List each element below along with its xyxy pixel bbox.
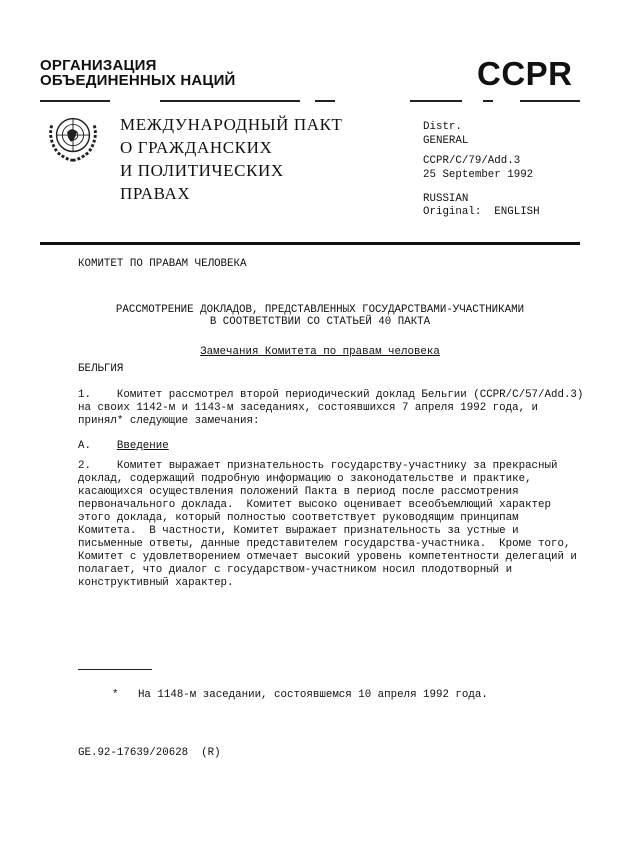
text-line: касающихся осуществления положений Пакта в период после рассмотрения [78,486,519,498]
un-emblem-icon [44,108,102,166]
country-name: БЕЛЬГИЯ [78,363,124,375]
paragraph-2 [78,460,577,590]
header-divider [520,100,580,102]
title-line: МЕЖДУНАРОДНЫЙ ПАКТ [120,115,343,134]
document-symbol: CCPR/C/79/Add.3 [423,155,521,167]
header-divider [160,100,300,102]
text-line: Комитета. В частности, Комитет выражает признательность за устные и [78,525,519,537]
distribution-label: Distr. [423,121,462,133]
text-line: 1. Комитет рассмотрел второй периодический доклад Бельгии (CCPR/C/57/Add.3) [78,389,584,401]
header-divider [315,100,335,102]
footnote-marker: * [112,689,119,701]
text-line: Комитет с удовлетворением отмечает высокий уровень компетентности делегаций и [78,551,577,563]
organization-name [40,58,236,88]
footnote-rule [78,669,152,670]
paragraph-1 [78,389,583,428]
document-language: RUSSIAN [423,193,469,205]
text-line: на своих 1142-м и 1143-м заседаниях, состоявшихся 7 апреля 1992 года, и [78,402,539,414]
heading-line-2: В СООТВЕТСТВИИ СО СТАТЬЕЙ 40 ПАКТА [209,316,431,328]
original-language: Original: ENGLISH [423,206,540,218]
text-line: принял* следующие замечания: [78,415,260,427]
org-line-2: ОБЪЕДИНЕННЫХ НАЦИЙ [40,72,236,89]
text-line: доклад, содержащий подробную информацию о законодательстве и практике, [78,473,532,485]
title-line: О ГРАЖДАНСКИХ [120,138,273,157]
text-line: письменные ответы, данные представителем государства-участника. Кроме того, [78,538,571,550]
section-title: Введение [116,440,169,452]
committee-name: КОМИТЕТ ПО ПРАВАМ ЧЕЛОВЕКА [78,258,247,270]
footnote-text: На 1148-м заседании, состоявшемся 10 апреля 1992 года. [137,689,488,701]
covenant-title [120,113,343,205]
header-divider [483,100,493,102]
text-line: этого доклада, который полностью соответствует руководящим принципам [78,512,519,524]
org-line-1: ОРГАНИЗАЦИЯ [40,57,157,74]
distribution-value: GENERAL [423,135,469,147]
text-line: первоначального доклада. Комитет высоко оценивает всеобъемлющий характер [78,499,551,511]
header-rule [40,242,580,245]
footnote [112,684,488,702]
text-line: 2. Комитет выражает признательность государству-участнику за прекрасный [78,460,558,472]
text-line: полагает, что диалог с государством-участником носил плодотворный и [78,564,513,576]
header-divider [40,100,110,102]
section-number: A. [78,440,91,452]
title-line: И ПОЛИТИЧЕСКИХ [120,161,284,180]
header-divider [410,100,462,102]
document-date: 25 September 1992 [423,169,534,181]
subheading: Замечания Комитета по правам человека [200,346,440,358]
section-a-heading [78,435,169,453]
title-line: ПРАВАХ [120,184,191,203]
job-number: GE.92-17639/20628 (R) [78,747,221,759]
document-series-symbol: CCPR [477,55,573,92]
text-line: конструктивный характер. [78,577,234,589]
heading-line-1: РАССМОТРЕНИЕ ДОКЛАДОВ, ПРЕДСТАВЛЕННЫХ ГОСУДАРСТВАМИ-УЧАСТНИКАМИ [115,304,525,316]
